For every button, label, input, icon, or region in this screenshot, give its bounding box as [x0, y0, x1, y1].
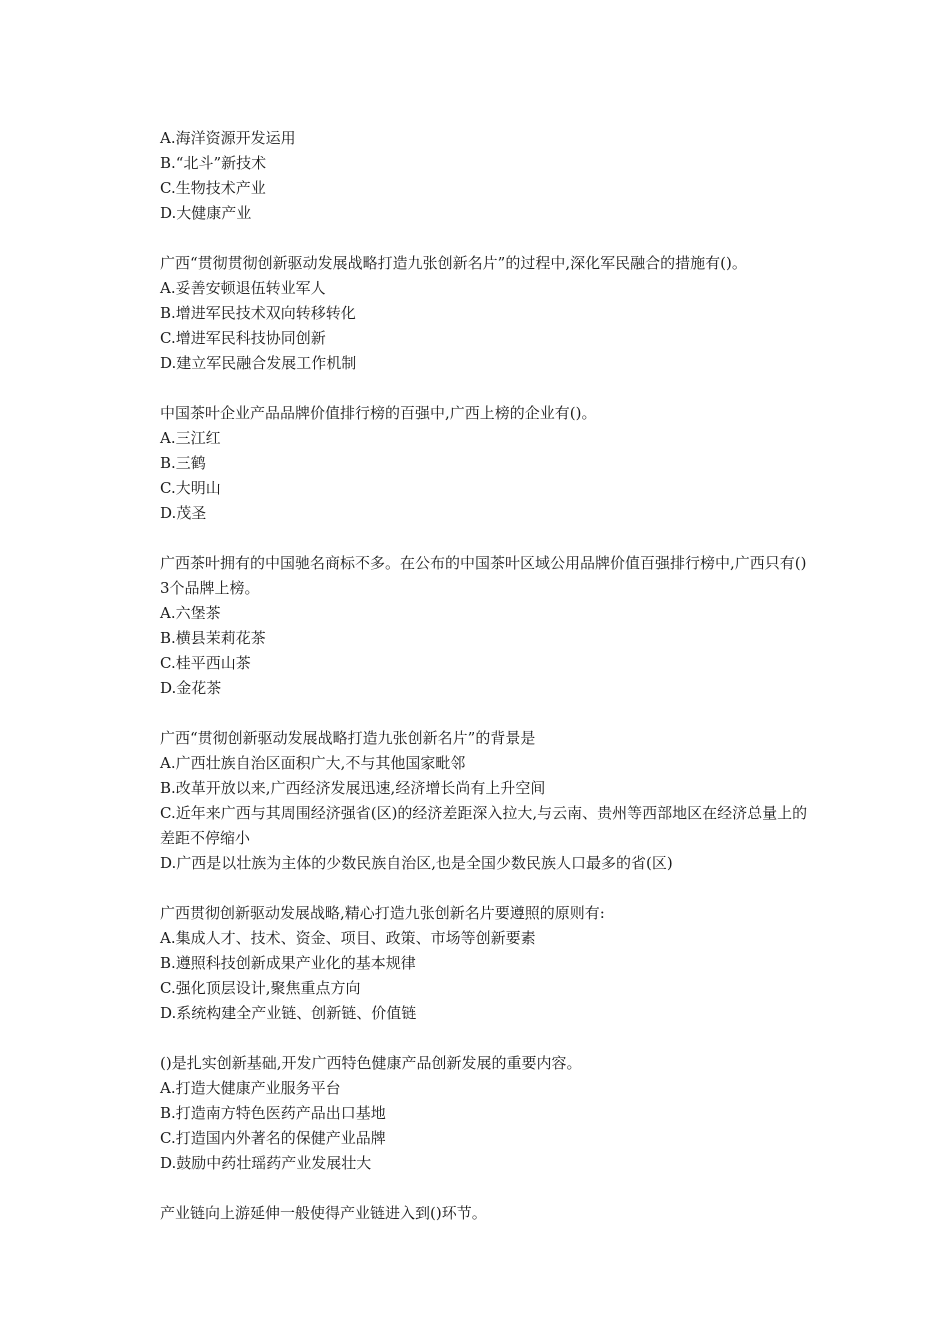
option-b: B.横县茉莉花茶	[160, 629, 266, 647]
question-block-6	[160, 901, 810, 1026]
option-a: A.广西壮族自治区面积广大,不与其他国家毗邻	[160, 754, 466, 772]
option-c: C.大明山	[160, 479, 221, 497]
question-block-8	[160, 1201, 810, 1226]
question-stem: 广西“贯彻创新驱动发展战略打造九张创新名片”的背景是	[160, 729, 536, 747]
option-b: B.“北斗”新技术	[160, 154, 267, 172]
option-b: B.增进军民技术双向转移转化	[160, 304, 356, 322]
question-block-2	[160, 251, 810, 376]
option-a: A.六堡茶	[160, 604, 221, 622]
question-stem: 广西茶叶拥有的中国驰名商标不多。在公布的中国茶叶区域公用品牌价值百强排行榜中,广西只有()3个品牌上榜。	[160, 554, 807, 597]
question-block-4	[160, 551, 810, 701]
question-list	[160, 126, 810, 1251]
option-d: D.广西是以壮族为主体的少数民族自治区,也是全国少数民族人口最多的省(区)	[160, 854, 673, 872]
option-d: D.鼓励中药壮瑶药产业发展壮大	[160, 1154, 372, 1172]
option-b: B.遵照科技创新成果产业化的基本规律	[160, 954, 416, 972]
question-stem: 中国茶叶企业产品品牌价值排行榜的百强中,广西上榜的企业有()。	[160, 404, 597, 422]
question-block-5	[160, 726, 810, 876]
question-stem: 广西贯彻创新驱动发展战略,精心打造九张创新名片要遵照的原则有:	[160, 904, 605, 922]
option-c: C.桂平西山茶	[160, 654, 251, 672]
option-c: C.打造国内外著名的保健产业品牌	[160, 1129, 386, 1147]
question-stem: 产业链向上游延伸一般使得产业链进入到()环节。	[160, 1204, 487, 1222]
option-b: B.改革开放以来,广西经济发展迅速,经济增长尚有上升空间	[160, 779, 546, 797]
option-a: A.妥善安顿退伍转业军人	[160, 279, 326, 297]
option-b: B.打造南方特色医药产品出口基地	[160, 1104, 386, 1122]
question-block-1	[160, 126, 810, 226]
option-d: D.茂圣	[160, 504, 207, 522]
option-b: B.三鹤	[160, 454, 206, 472]
option-a: A.打造大健康产业服务平台	[160, 1079, 341, 1097]
option-d: D.大健康产业	[160, 204, 252, 222]
question-block-3	[160, 401, 810, 526]
question-block-7	[160, 1051, 810, 1176]
question-stem: ()是扎实创新基础,开发广西特色健康产品创新发展的重要内容。	[160, 1054, 582, 1072]
question-stem: 广西“贯彻贯彻创新驱动发展战略打造九张创新名片”的过程中,深化军民融合的措施有()。	[160, 254, 747, 272]
option-d: D.金花茶	[160, 679, 222, 697]
option-a: A.集成人才、技术、资金、项目、政策、市场等创新要素	[160, 929, 536, 947]
option-c: C.近年来广西与其周围经济强省(区)的经济差距深入拉大,与云南、贵州等西部地区在经济总量上的差距不停缩小	[160, 804, 808, 847]
option-c: C.生物技术产业	[160, 179, 266, 197]
option-a: A.海洋资源开发运用	[160, 129, 296, 147]
option-a: A.三江红	[160, 429, 221, 447]
option-c: C.强化顶层设计,聚焦重点方向	[160, 979, 361, 997]
option-d: D.系统构建全产业链、创新链、价值链	[160, 1004, 417, 1022]
option-d: D.建立军民融合发展工作机制	[160, 354, 357, 372]
option-c: C.增进军民科技协同创新	[160, 329, 326, 347]
